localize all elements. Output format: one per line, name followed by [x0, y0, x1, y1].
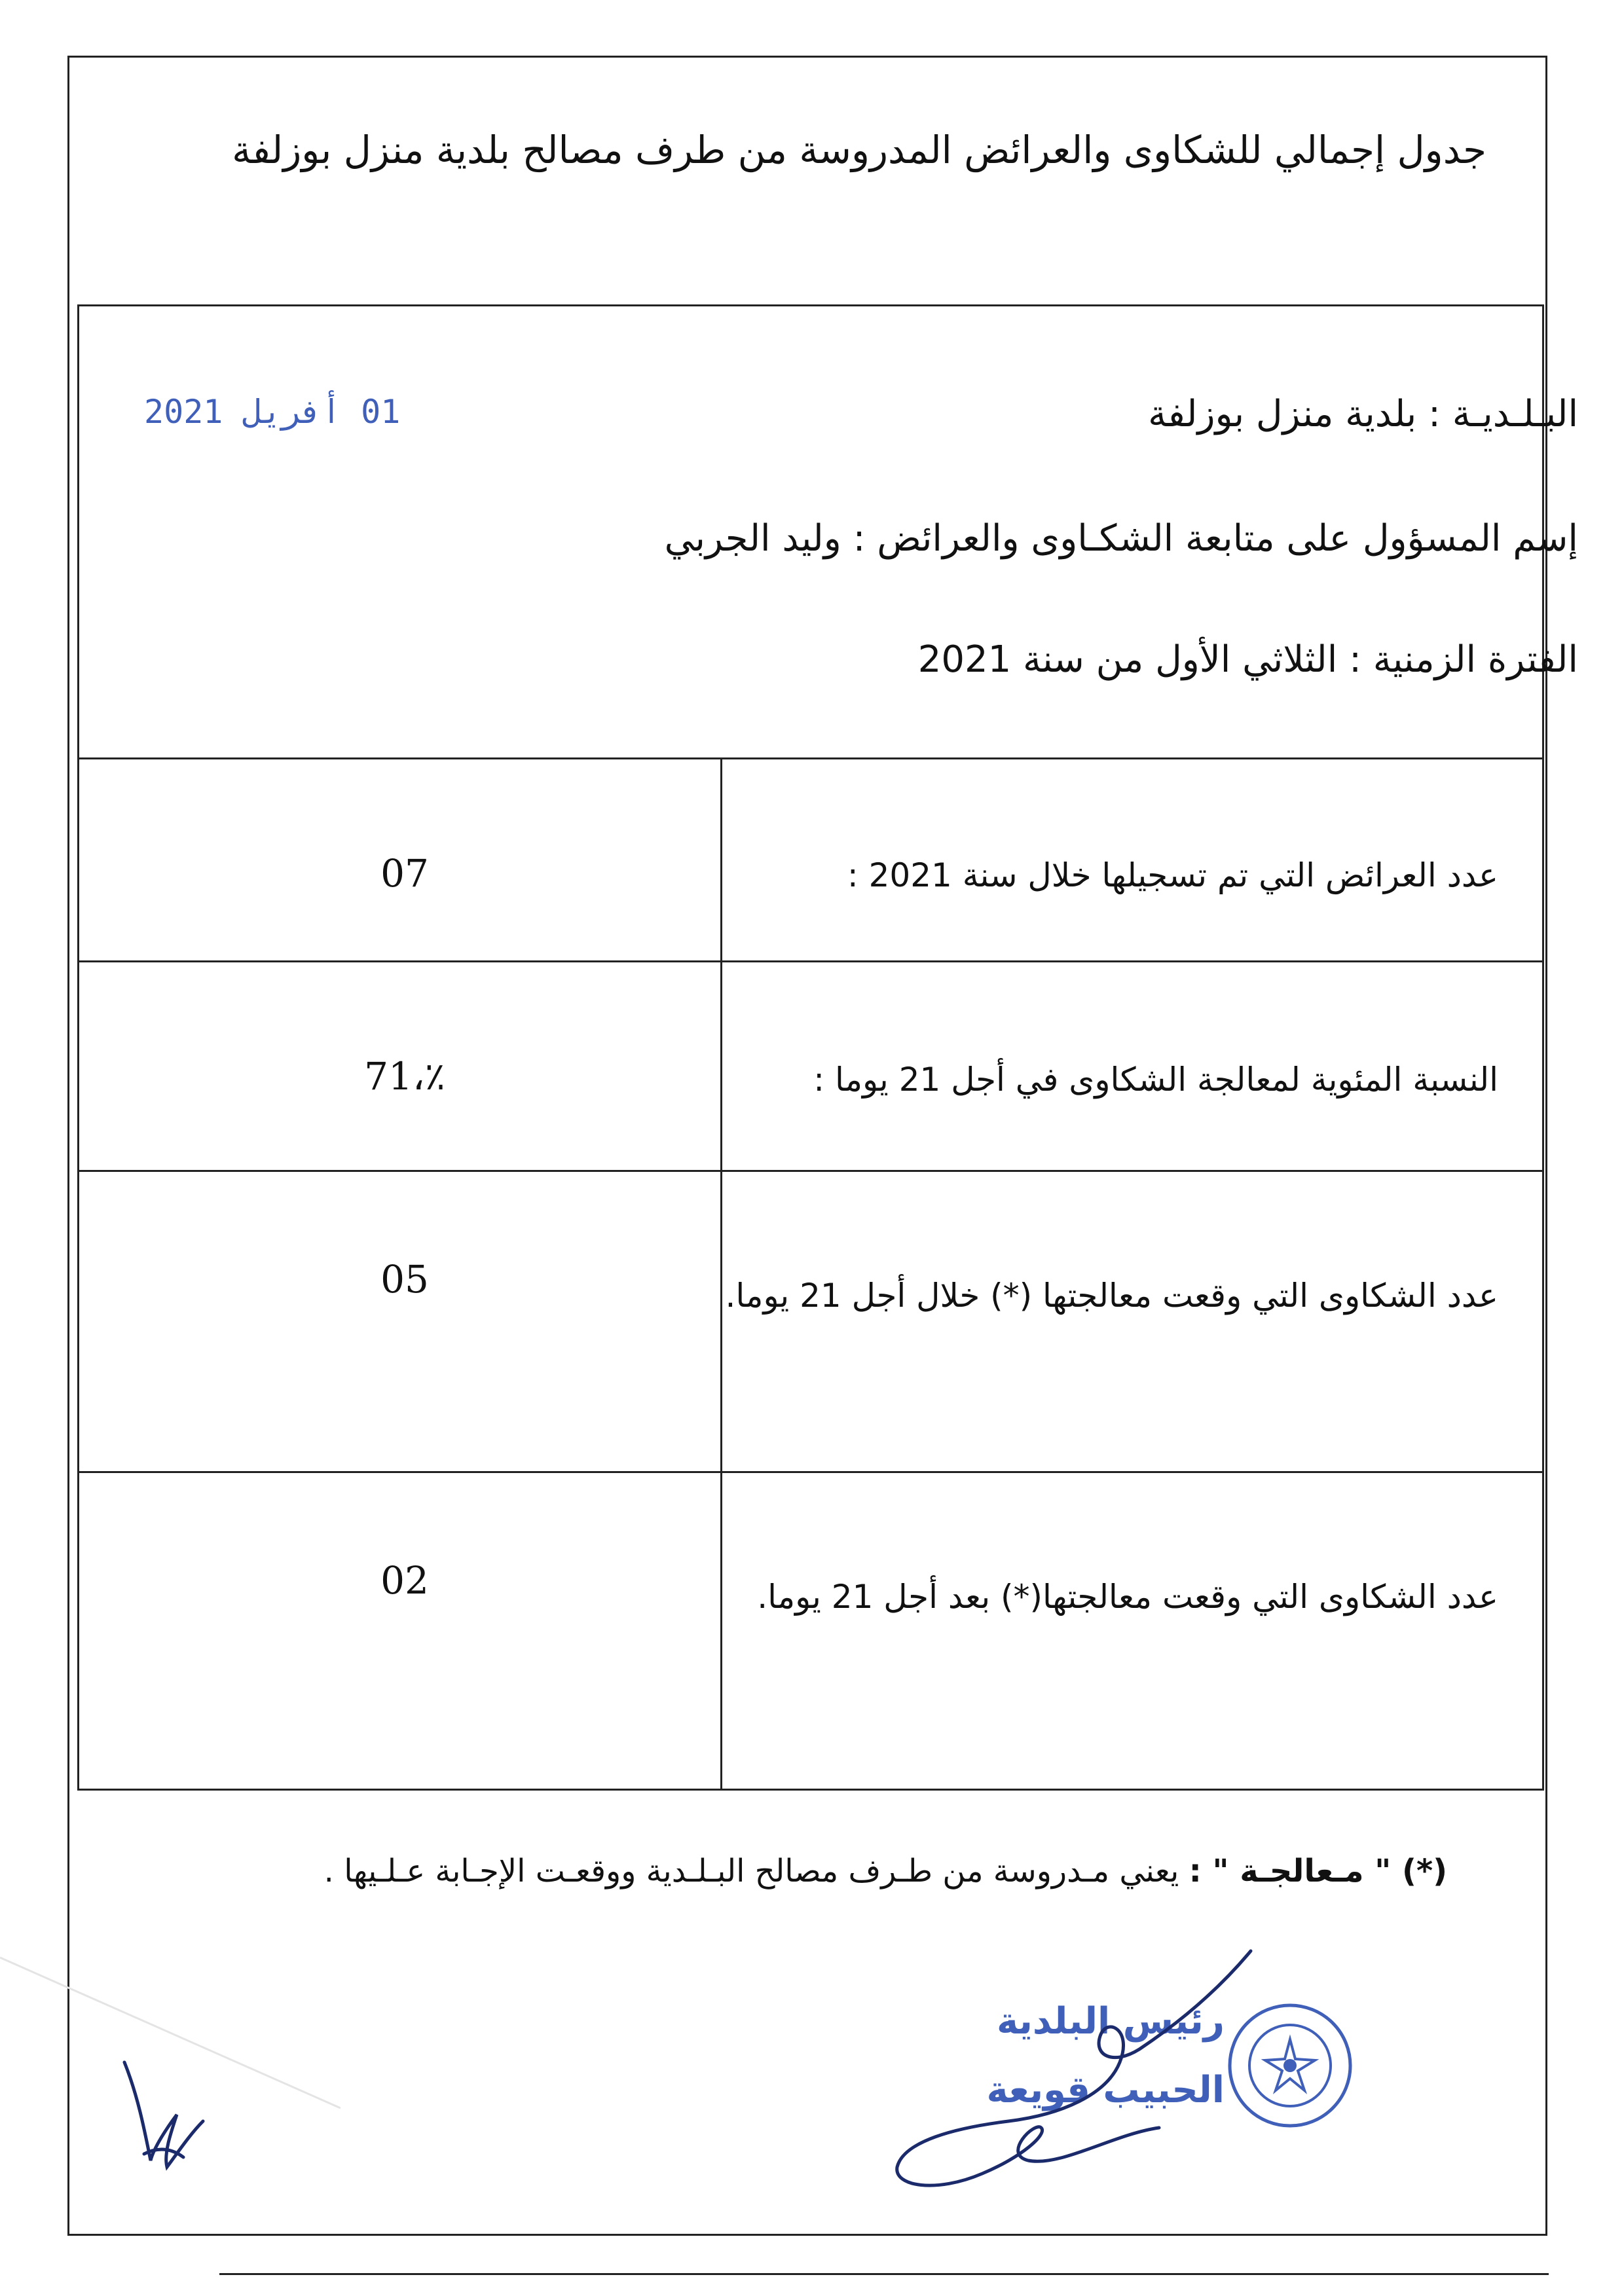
footnote-text: يعني مـدروسة من طـرف مصالح البـلـدية ووقعـت الإجـابة عـلـيها .	[323, 1853, 1179, 1889]
initials-signature	[105, 2049, 216, 2180]
row-label: عدد الشكاوى التي وقعت معالجتها (*) خلال أجل 21 يوما.	[725, 1277, 1498, 1315]
row-label: عدد العرائض التي تم تسجيلها خلال سنة 2021 :	[847, 856, 1498, 894]
period-line: الفترة الزمنية : الثلاثي الأول من سنة 2021	[917, 638, 1578, 681]
municipality-line: البـلـديـة : بلدية منزل بوزلفة	[1148, 393, 1578, 435]
table-row	[77, 1473, 1544, 1791]
row-value: 71،٪	[364, 1054, 445, 1099]
table-row	[77, 962, 1544, 1172]
stamp-title: رئيس البلدية	[996, 2000, 1225, 2043]
date-stamp: 01 أفريل 2021	[144, 393, 401, 431]
row-value: 02	[380, 1558, 429, 1603]
officer-line: إسم المسؤول على متابعة الشكـاوى والعرائض : وليد الجربي	[664, 517, 1578, 560]
row-label: عدد الشكاوى التي وقعت معالجتها(*) بعد أجل 21 يوما.	[757, 1578, 1498, 1616]
table-row	[77, 759, 1544, 962]
row-value: 07	[380, 851, 429, 896]
bottom-rule	[219, 2273, 1549, 2275]
table-row	[77, 1172, 1544, 1473]
footnote-term: (*) " مـعالجـة " :	[1189, 1853, 1447, 1889]
document-title: جدول إجمالي للشكاوى والعرائض المدروسة من طرف مصالح بلدية منزل بوزلفة	[232, 128, 1486, 172]
mayor-signature	[877, 1938, 1297, 2200]
footnote	[324, 1853, 1447, 1889]
row-value: 05	[380, 1257, 429, 1302]
row-label: النسبة المئوية لمعالجة الشكاوى في أجل 21 يوما :	[813, 1061, 1498, 1099]
stamp-name: الحبيب قويعة	[986, 2069, 1225, 2111]
